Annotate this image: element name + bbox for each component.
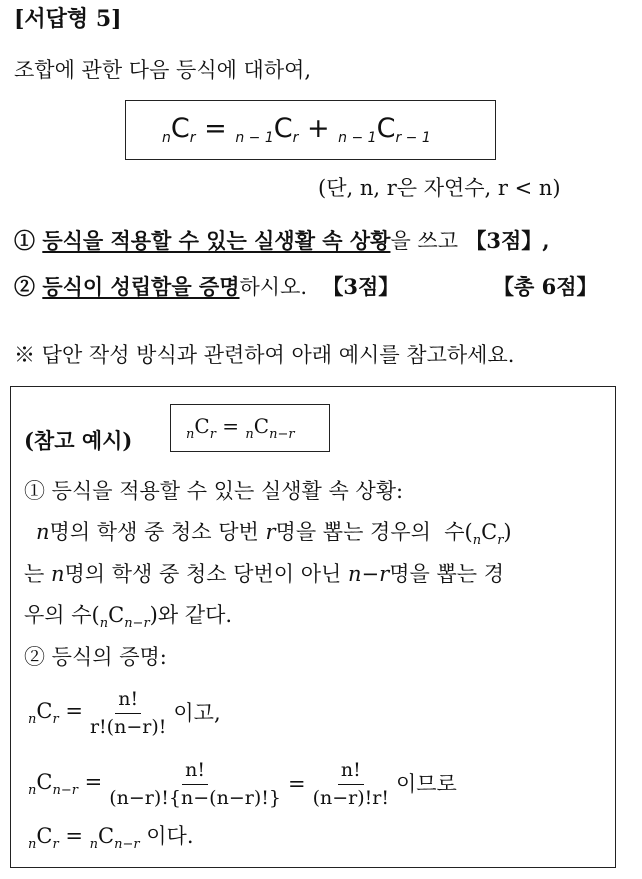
proof1-fraction: $\frac{n!}{r!(n-r)!}$ <box>89 688 167 738</box>
condition-text: (단, n, r은 자연수, r < n) <box>318 176 561 200</box>
proof-line-3: $_nC_r = _nC_{n-r}$ 이다. <box>28 824 194 852</box>
note-text: ※ 답안 작성 방식과 관련하여 아래 예시를 참고하세요. <box>14 343 515 367</box>
question-2: ② 등식이 성립함을 증명하시오. 【3점】 <box>14 274 400 299</box>
question-1-marker: ① <box>14 228 35 253</box>
question-1: ① 등식을 적용할 수 있는 실생활 속 상황을 쓰고 【3점】, <box>14 228 550 253</box>
question-1-underlined: 등식을 적용할 수 있는 실생활 속 상황 <box>42 228 391 253</box>
example-item2-title: ② 등식의 증명: <box>24 645 167 669</box>
example-formula: $_nC_r = _nC_{n-r}$ <box>186 414 295 442</box>
proof-line-1: $_nC_r$ = $\frac{n!}{r!(n-r)!}$ 이고, <box>28 688 221 738</box>
problem-header: [서답형 5] <box>14 6 122 32</box>
example-item1-line1: n명의 학생 중 청소 당번 r명을 뽑는 경우의 수$(_nC_r)$ <box>36 520 512 548</box>
question-2-marker: ② <box>14 274 35 299</box>
example-item1-title: ① 등식을 적용할 수 있는 실생활 속 상황: <box>24 479 404 503</box>
intro-text: 조합에 관한 다음 등식에 대하여, <box>14 58 312 82</box>
question-2-underlined: 등식이 성립함을 증명 <box>42 274 240 299</box>
example-label: (참고 예시) <box>24 428 133 453</box>
question-1-score: 【3점】 <box>465 228 543 253</box>
question-2-score: 【3점】 <box>322 274 400 299</box>
proof2-fraction-1: $\frac{n!}{(n-r)!\{n-(n-r)!\}}$ <box>109 759 281 809</box>
proof2-fraction-2: $\frac{n!}{(n-r)!r!}$ <box>312 759 389 809</box>
formula-main: $_nC_r = _{n - 1}C_r + _{n - 1}C_{r - 1}$ <box>162 113 431 146</box>
proof-line-2: $_nC_{n-r}$ = $\frac{n!}{(n-r)!\{n-(n-r)!\}}$ = $\frac{n!}{(n-r)!r!}$ 이므로 <box>28 759 457 809</box>
total-score: 【총 6점】 <box>493 274 598 299</box>
example-item1-line2: 는 n명의 학생 중 청소 당번이 아닌 n−r명을 뽑는 경 <box>24 562 504 586</box>
example-item1-line3: 우의 수$(_nC_{n-r})$와 같다. <box>24 603 233 631</box>
